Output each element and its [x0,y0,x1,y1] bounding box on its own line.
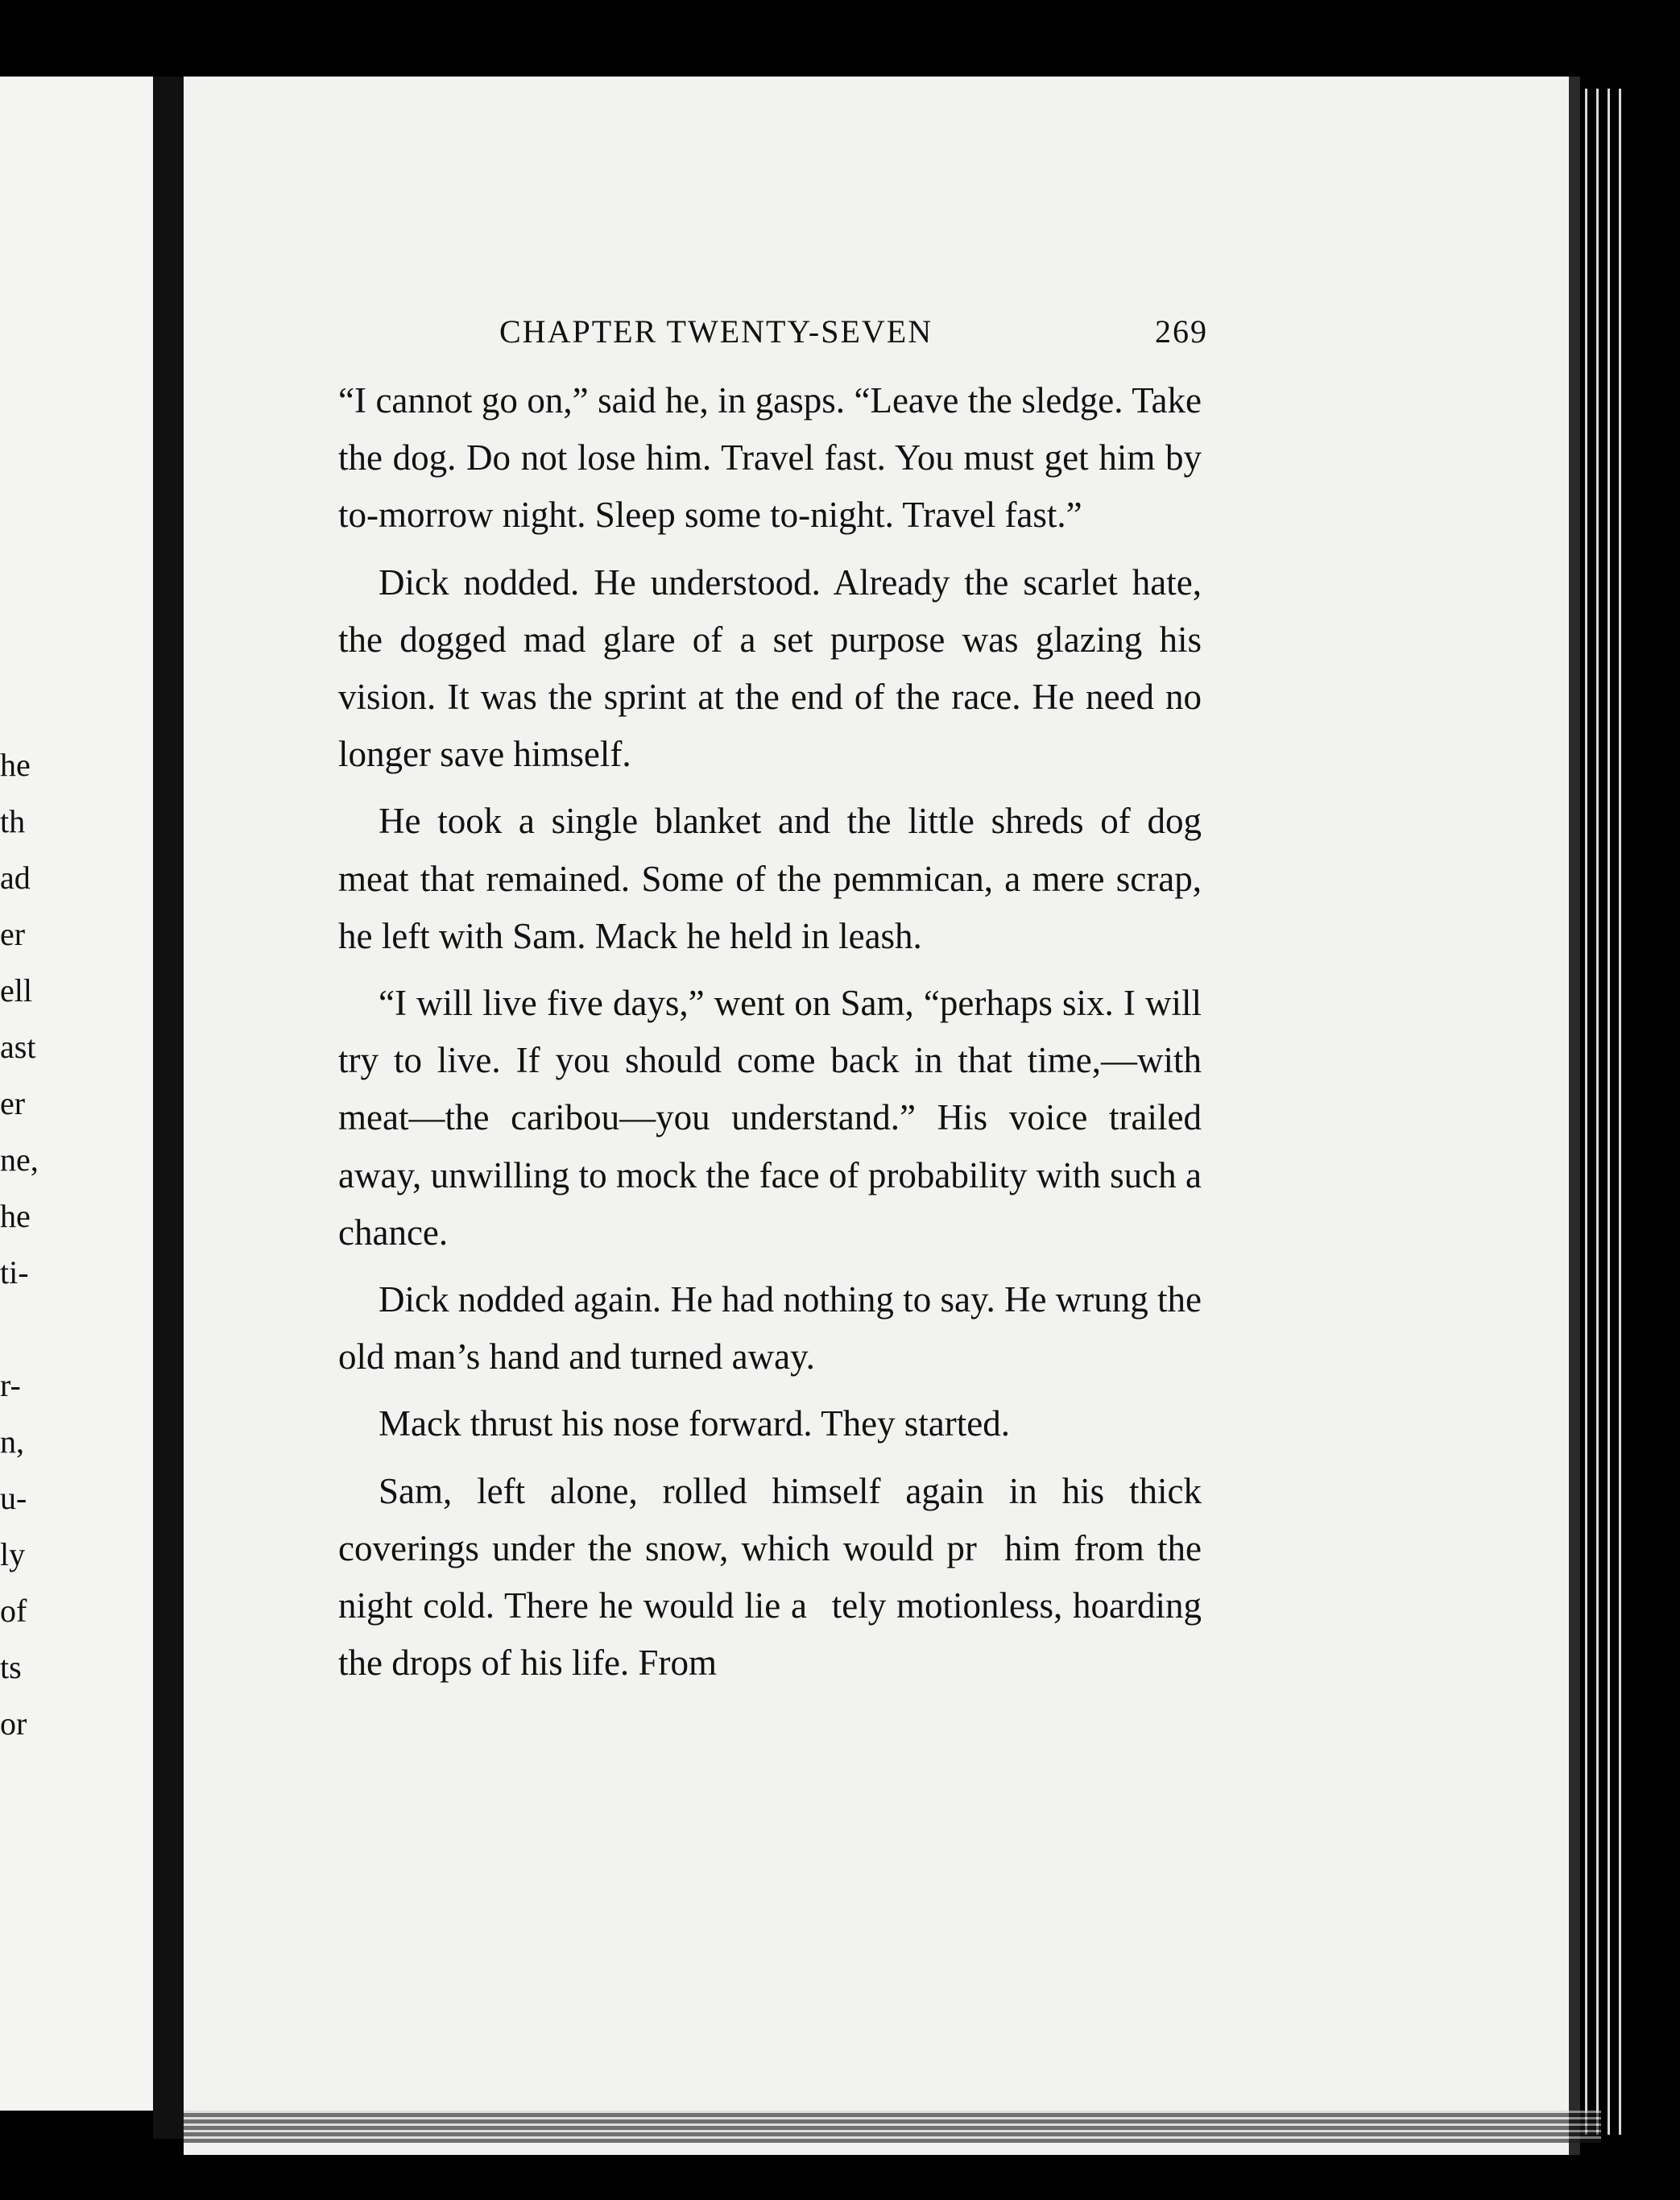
facing-line: ly [0,1536,26,1572]
facing-line: he [0,1198,31,1234]
facing-page-text [0,737,39,1752]
body-text [338,372,1202,1701]
paragraph: Dick nodded again. He had nothing to say. He wrung the old man’s hand and turned away. [338,1279,1202,1378]
facing-line: u- [0,1480,27,1516]
facing-page [0,77,153,2111]
page-edge [1580,89,1628,2135]
running-header [499,313,1208,361]
book-gutter [153,77,184,2139]
chapter-title: CHAPTER TWENTY-SEVEN [499,313,933,350]
paragraph: Mack thrust his nose forward. They started. [379,1403,1010,1444]
paragraph: “I cannot go on,” said he, in gasps. “Leave the sledge. Take the dog. Do not lose him. Travel fast. You must get him by to-morrow night. Sleep some to-night. Travel fast.” [338,380,1202,536]
facing-line: er [0,916,26,952]
facing-line: er [0,1085,26,1121]
facing-line: ad [0,860,31,896]
facing-line: ast [0,1029,36,1065]
facing-line: ell [0,972,32,1009]
facing-line: n, [0,1423,24,1460]
paragraph: Dick nodded. He understood. Already the scarlet hate, the dogged mad glare of a set purpose was glazing his vision. It was the sprint at the end of the race. He need no longer save himself. [338,561,1202,775]
facing-line: th [0,803,26,839]
facing-line: ne, [0,1141,39,1178]
facing-line: he [0,747,31,783]
facing-line: or [0,1705,27,1742]
page-bottom-edge [184,2111,1601,2143]
facing-line: ti- [0,1254,29,1291]
facing-line: r- [0,1367,21,1403]
facing-line: ts [0,1649,22,1685]
paragraph: Sam, left alone, rolled himself again in his thick coverings under the snow, which would pr him from the night cold. There he would lie a tely motionless, hoarding the drops of his life. From [338,1470,1202,1684]
page-number: 269 [1155,313,1208,350]
facing-line: of [0,1593,27,1629]
paragraph: “I will live five days,” went on Sam, “perhaps six. I will try to live. If you should come back in that time,—with meat—the caribou—you understand.” His voice trailed away, unwilling to mock the face of probability with such a chance. [338,983,1202,1253]
facing-line-gap [0,1301,39,1357]
paragraph: He took a single blanket and the little shreds of dog meat that remained. Some of the pemmican, a mere scrap, he left with Sam. Mack he held in leash. [338,801,1202,956]
